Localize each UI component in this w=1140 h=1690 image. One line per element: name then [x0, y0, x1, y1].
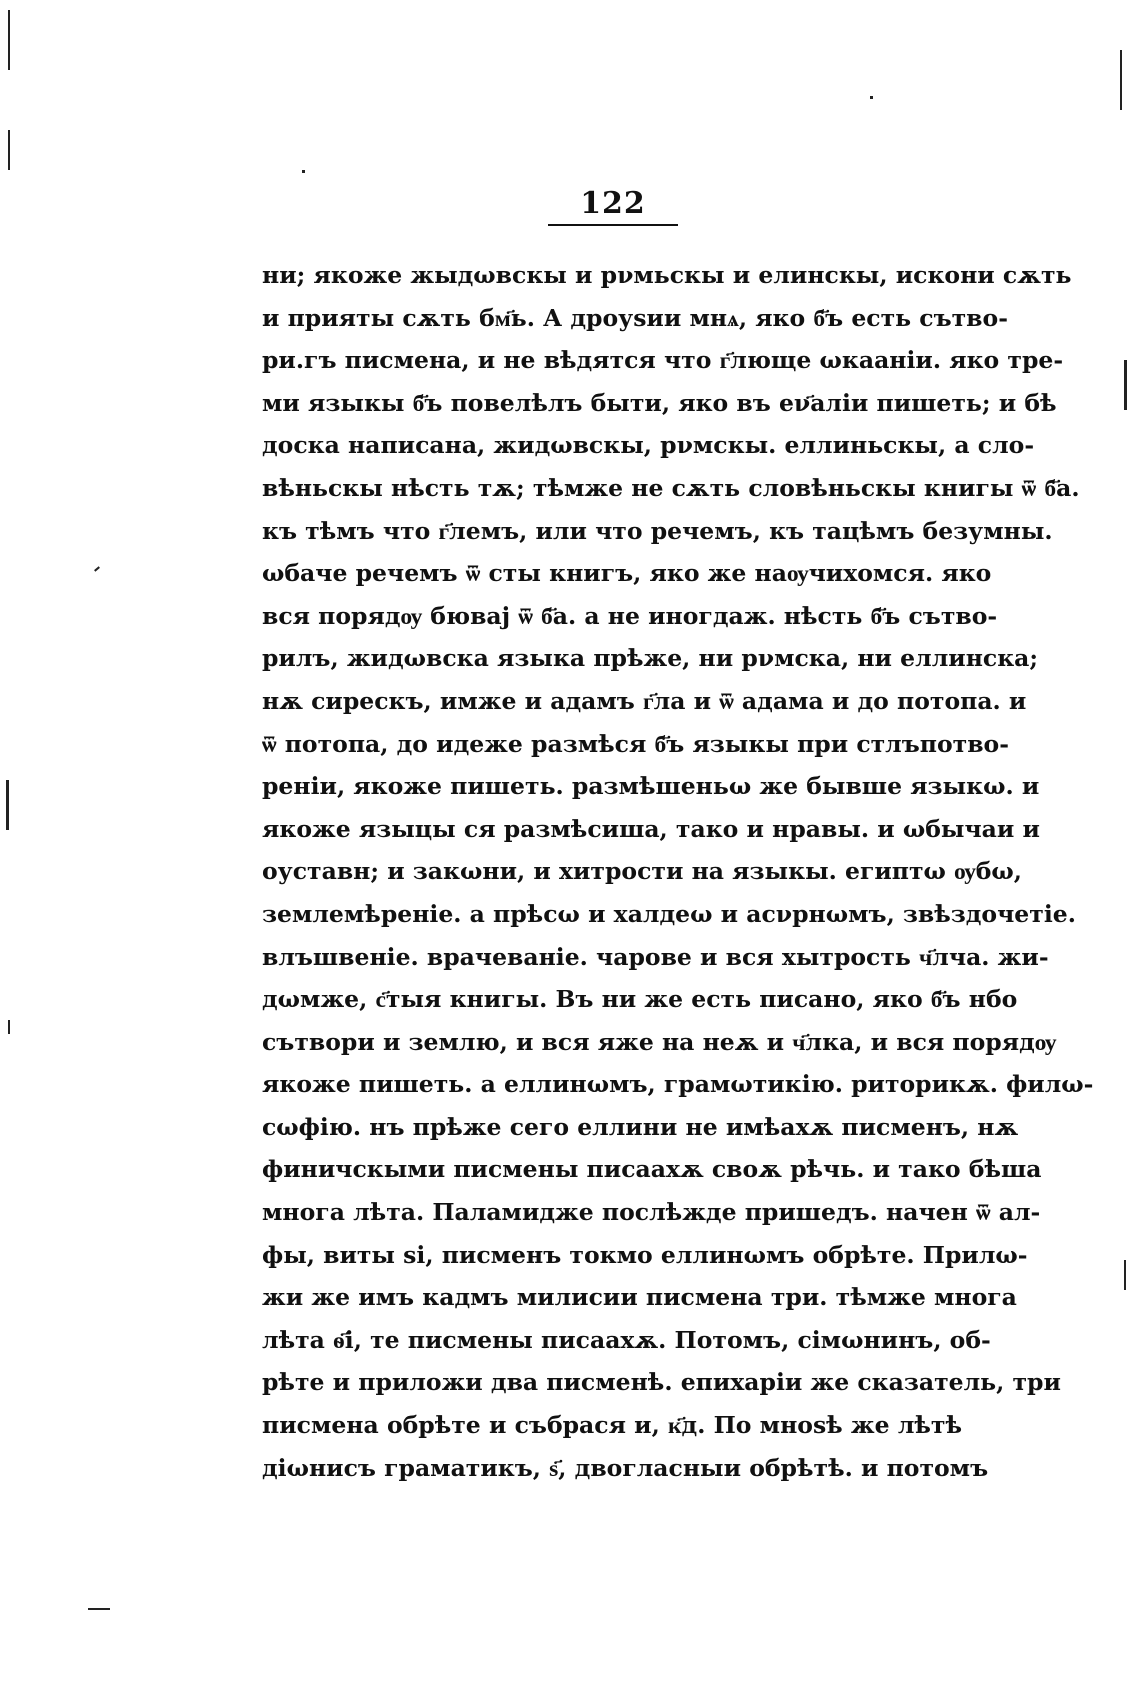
body-text	[262, 254, 1094, 1489]
text-line: сътвори и землю, и вся яже на неѫ и ч҃лка, и вся порядѹ	[262, 1027, 1057, 1056]
text-line: финичскыми писмены писаахѫ своѫ рѣчь. и тако бѣша	[262, 1155, 1042, 1184]
text-line: діωнисъ граматикъ, ѕ҃, двогласныи обрѣтѣ. и потомъ	[262, 1453, 989, 1482]
text-line: писмена обрѣте и събрася и, к҃д. По мноѕѣ же лѣтѣ	[262, 1411, 962, 1440]
page-number: 122	[580, 186, 646, 221]
text-line: рилъ, жидωвска языка прѣже, ни рνмска, ни еллинска;	[262, 644, 1039, 673]
text-line: жи же имъ кадмъ милисии писмена три. тѣмже многа	[262, 1283, 1017, 1312]
text-line: и прияты сѫть бм҃ь. А дроуѕии мнѧ, яко б҃ъ есть сътво-	[262, 303, 1008, 332]
text-line: вся порядѹ бювај ѿ б҃а. а не иногдаж. нѣсть б҃ъ сътво-	[262, 601, 998, 630]
text-line: къ тѣмъ что г҃лемъ, или что речемъ, къ тацѣмъ безумны.	[262, 516, 1053, 545]
scan-speck	[870, 96, 873, 99]
text-line: оуставн; и закωни, и хитрости на языкы. египтω ѹбω,	[262, 857, 1022, 886]
text-line: сωфію. нъ прѣже сего еллини не имѣахѫ писменъ, нѫ	[262, 1112, 1019, 1141]
text-line: фы, виты ѕі, писменъ токмо еллинωмъ обрѣте. Прилω-	[262, 1240, 1028, 1269]
scan-edge-mark	[1124, 360, 1127, 410]
text-line: ни; якоже жыдωвскы и рνмьскы и елинскы, искони сѫть	[262, 261, 1072, 289]
scan-edge-mark	[8, 130, 10, 170]
text-line: землемѣреніе. а прѣсω и халдеω и асνрнωмъ, звѣздочетіе.	[262, 899, 1076, 928]
scan-edge-mark	[8, 1020, 10, 1034]
text-line: ωбаче речемъ ѿ сты книгъ, яко же наѹчихомся. яко	[262, 559, 992, 588]
text-line: многа лѣта. Паламидже послѣжде пришедъ. начен ѿ ал-	[262, 1198, 1041, 1227]
text-line: лѣта ѳ҃і, те писмены писаахѫ. Потомъ, сімωнинъ, об-	[262, 1325, 991, 1354]
text-line: ѿ потопа, до идеже размѣся б҃ъ языкы при стлъпотво-	[262, 729, 1009, 758]
text-line: ми языкы б҃ъ повелѣлъ быти, яко въ еν҃аліи пишеть; и бѣ	[262, 388, 1057, 417]
scan-edge-mark	[6, 780, 9, 830]
text-line: якоже языцы ся размѣсиша, тако и нравы. и ωбычаи и	[262, 814, 1040, 843]
text-line: влъшвеніе. врачеваніе. чарове и вся хытрость ч҃лча. жи-	[262, 942, 1049, 971]
text-line: реніи, якоже пишеть. размѣшеньω же бывше языкω. и	[262, 772, 1040, 801]
text-line: доска написана, жидωвскы, рνмскы. еллиньскы, а сло-	[262, 431, 1035, 460]
text-line: рѣте и приложи два писменѣ. епихаріи же сказатель, три	[262, 1368, 1061, 1397]
text-line: дωмже, с҃тыя книгы. Въ ни же есть писано, яко б҃ъ нбо	[262, 985, 1018, 1014]
scan-edge-mark	[1124, 1260, 1126, 1290]
text-line: якоже пишеть. а еллинωмъ, грамωтикію. риторикѫ. филω-	[262, 1070, 1094, 1099]
text-line: ри.гъ писмена, и не вѣдятся что г҃люще ωкааніи. яко тре-	[262, 346, 1064, 375]
scan-edge-mark	[88, 1608, 110, 1610]
page-number-rule	[548, 224, 678, 226]
text-line: нѫ сирескъ, имже и адамъ г҃ла и ѿ адама и до потопа. и	[262, 686, 1027, 715]
text-line: вѣньскы нѣсть тѫ; тѣмже не сѫть словѣньскы книгы ѿ б҃а.	[262, 473, 1080, 502]
scan-edge-mark	[8, 10, 10, 70]
scan-speck	[302, 170, 305, 173]
scan-edge-mark	[1120, 50, 1122, 110]
scan-speck	[94, 566, 100, 571]
